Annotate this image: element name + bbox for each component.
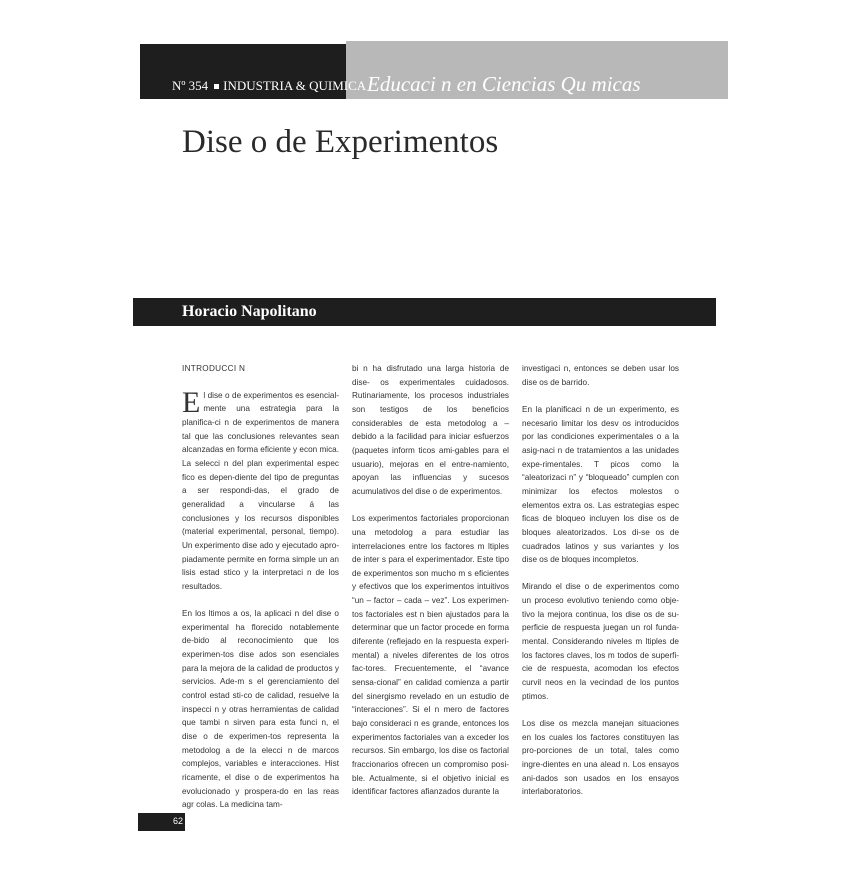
journal-name: INDUSTRIA & QUIMICA xyxy=(223,78,367,93)
article-title: Dise o de Experimentos xyxy=(182,124,499,160)
section-heading: INTRODUCCI N xyxy=(182,364,246,373)
paragraph: En los ltimos a os, la aplicaci n del dise o experimental ha florecido notablemente de-bido al reconocimiento que los experimen-tos dise ados son esenciales para la mejora de la calidad de productos y servicios. Ade-m s el gerenciamiento del control estad sti-co de calidad, resuelve la inspecci n y otras herramientas de calidad que tambi n sirven para esta funci n, el dise o de experimen-tos representa la metodolog a de la elecci n de marcos complejos, variables e interacciones. Hist ricamente, el dise o de experimentos ha evolucionado y prospera-do en las reas agr colas. La medicina tam- xyxy=(182,609,339,810)
issue-number: Nº 354 xyxy=(172,78,209,93)
paragraph: Mirando el dise o de experimentos como un proceso evolutivo teniendo como obje-tivo la mejora continua, los dise os de su-perficie de respuesta juegan un rol funda-mental. Considerando niveles m ltiples de los factores claves, los m todos de superfi-cie de respuesta, acomodan los efectos curvil neos en la vecindad de los puntos ptimos. xyxy=(522,582,679,701)
text-column-1 xyxy=(182,362,339,826)
paragraph: Los dise os mezcla manejan situaciones en los cuales los factores constituyen las pro-porciones de un total, tales como ingre-dientes en una alead n. Los ensayos ani-dados son usados en los ensayos interlaboratorios. xyxy=(522,719,679,797)
drop-cap: E xyxy=(182,385,201,419)
section-title: Educaci n en Ciencias Qu micas xyxy=(367,72,641,96)
paragraph xyxy=(182,385,340,594)
paragraph-text: l dise o de experimentos es esencial-mente una estrategia para la planifica-ci n de experimentos de manera tal que las conclusiones relevantes sean alcanzadas en forma eficiente y econ mica. La selecci n del plan experimental espec fico es depen-diente del tipo de preguntas a ser respondi-das, el grado de generalidad a vincularse á las conclusiones y los recursos disponibles (material experimental, personal, tiempo). Un experimento dise ado y ejecutado apro-piadamente permite en forma simple un an lisis estad stico y la interpretaci n de los resultados. xyxy=(182,390,340,591)
author-name: Horacio Napolitano xyxy=(182,303,317,320)
text-column-2 xyxy=(352,362,509,813)
paragraph: investigaci n, entonces se deben usar los dise os de barrido. xyxy=(522,364,679,387)
text-column-3 xyxy=(522,362,679,813)
paragraph: Los experimentos factoriales proporcionan una metodolog a para estudiar las interrelaciones entre los factores m ltiples de inter s para el experimentador. Este tipo de experimentos son mucho m s eficientes y efectivos que los experimentos intuitivos “un – factor – cada – vez”. Los experimen-tos factoriales est n bien ajustados para la determinar que un factor procede en forma diferente (reflejado en la respuesta experi-mental) a niveles diferentes de los otros fac-tores. Frecuentemente, el “avance sensa-cional” en calidad comienza a partir del sinergismo revelado en un estudio de “interacciones”. Si el n mero de factores bajo consideraci n es grande, entonces los experimentos factoriales van a exceder los recursos. Sin embargo, los dise os factorial fraccionarios ofrecen un compromiso posi-ble. Actualmente, si el objetivo inicial es identificar factores afianzados durante la xyxy=(352,514,509,797)
paragraph: bi n ha disfrutado una larga historia de dise- os experimentales cuidadosos. Rutinariamente, los procesos industriales son testigos de los beneficios considerables de esta metodolog a – debido a la facilidad para iniciar esfuerzos (paquetes inform ticos ami-gables para el usuario), mejoras en el entre-namiento, apoyan las influencias y sucesos acumulativos del dise o de experimentos. xyxy=(352,364,509,496)
square-bullet-icon xyxy=(214,84,219,89)
paragraph: En la planificaci n de un experimento, es necesario limitar los desv os introducidos por las condiciones experimentales o a la asig-naci n de tratamientos a las unidades expe-rimentales. T picos como la “aleatorizaci n” y “bloqueado” cumplen con minimizar los efectos molestos o elementos extra os. Las estrategias espec ficas de bloqueo incluyen los dise os de bloques aleatorizados. Los di-se os de cuadrados latinos y sus variantes y los dise os de bloques incompletos. xyxy=(522,404,679,565)
issue-label xyxy=(172,78,366,94)
page-number: 62 xyxy=(173,816,184,826)
